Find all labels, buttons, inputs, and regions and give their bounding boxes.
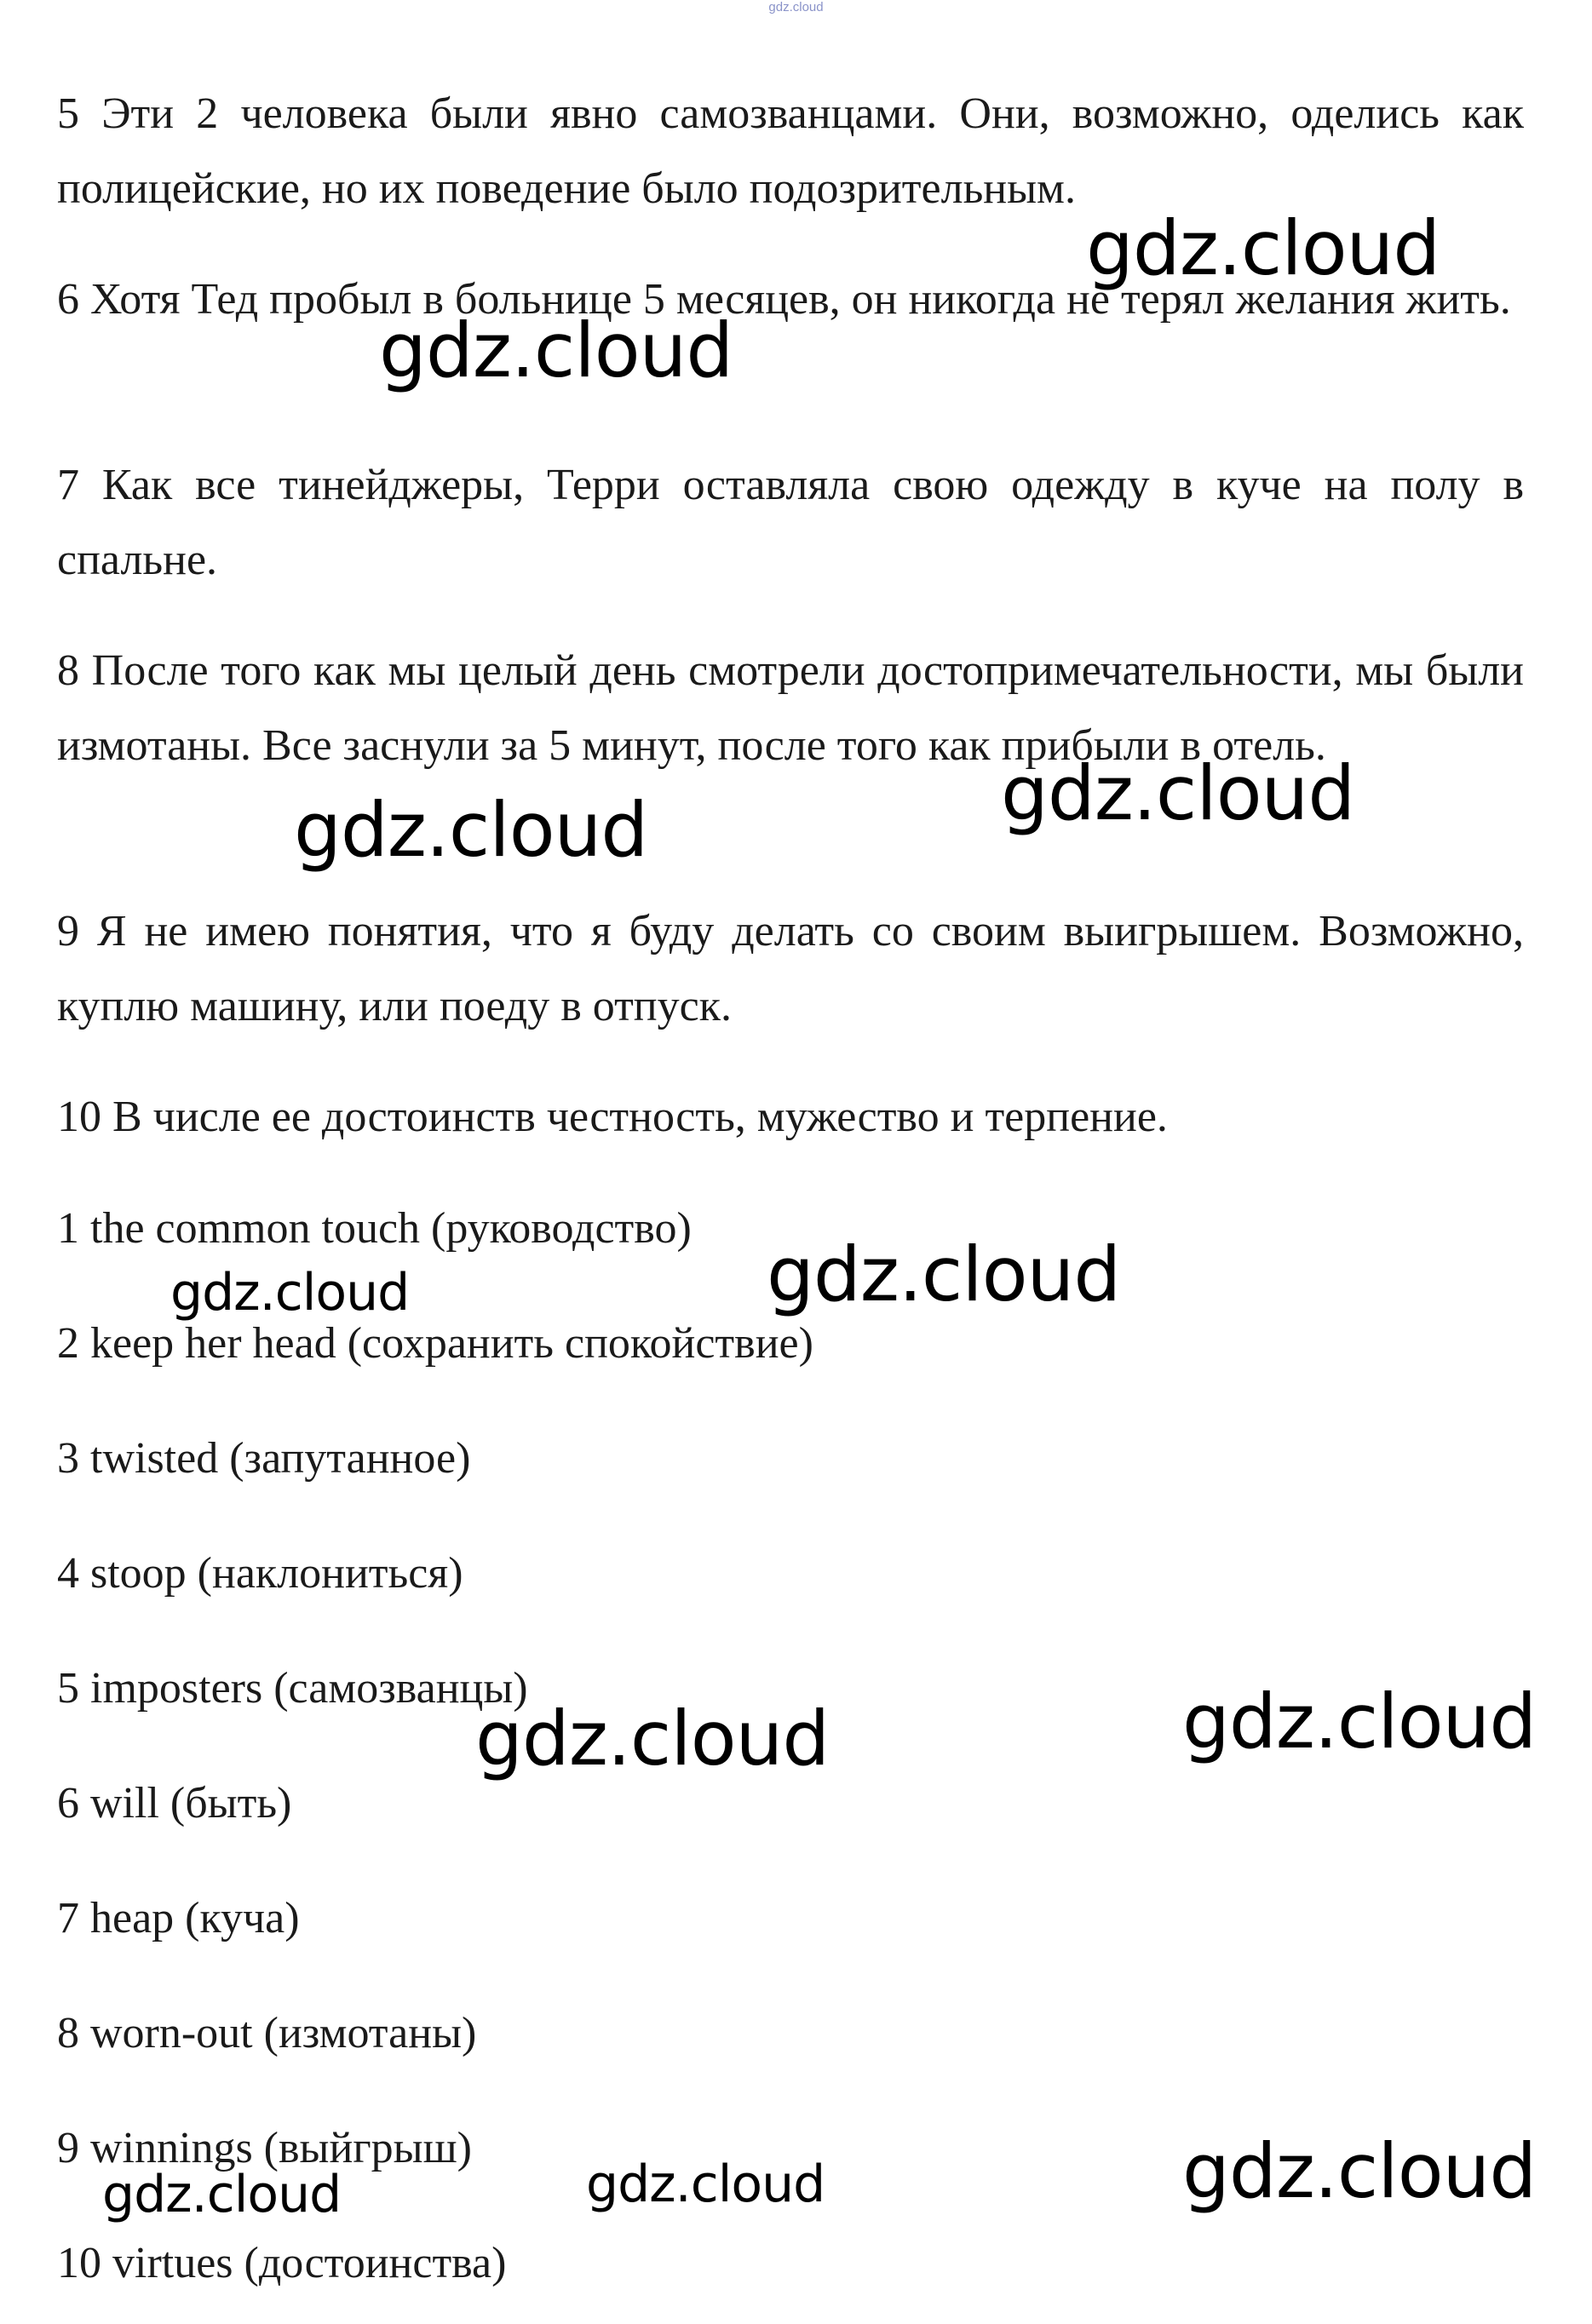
translation-item: 6 Хотя Тед пробыл в больнице 5 месяцев, он никогда не терял желания жить. xyxy=(57,275,1511,324)
watermark: gdz.cloud xyxy=(379,307,733,394)
vocabulary-item: 1 the common touch (руководство) xyxy=(57,1204,692,1253)
vocabulary-item: 10 virtues (достоинства) xyxy=(57,2239,507,2287)
vocabulary-item: 3 twisted (запутанное) xyxy=(57,1434,471,1483)
vocabulary-item: 8 worn-out (измотаны) xyxy=(57,2009,477,2057)
vocabulary-item: 5 imposters (самозванцы) xyxy=(57,1664,528,1713)
translation-item: 7 Как все тинейджеры, Терри оставляла свою одежду в куче на полу в спальне. xyxy=(57,461,1524,584)
watermark: gdz.cloud xyxy=(1001,749,1355,837)
watermark: gdz.cloud xyxy=(475,1695,830,1782)
vocabulary-item: 4 stoop (наклониться) xyxy=(57,1549,463,1598)
watermark: gdz.cloud xyxy=(586,2155,825,2214)
vocabulary-item: 6 will (быть) xyxy=(57,1779,292,1828)
translation-item: 8 После того как мы целый день смотрели достопримечательности, мы были измотаны. Все заснули за 5 минут, после того как прибыли в отель. xyxy=(57,646,1524,770)
vocabulary-item: 9 winnings (выйгрыш) xyxy=(57,2124,472,2172)
translation-item: 9 Я не имею понятия, что я буду делать со своим выигрышем. Возможно, куплю машину, или поеду в отпуск. xyxy=(57,907,1524,1030)
watermark: gdz.cloud xyxy=(1182,1678,1537,1765)
vocabulary-item: 7 heap (куча) xyxy=(57,1894,300,1942)
watermark: gdz.cloud xyxy=(1182,2127,1537,2215)
translation-item: 10 В числе ее достоинств честность, мужество и терпение. xyxy=(57,1093,1168,1141)
watermark: gdz.cloud xyxy=(767,1231,1121,1318)
vocabulary-item: 2 keep her head (сохранить спокойствие) xyxy=(57,1319,813,1368)
translation-item: 5 Эти 2 человека были явно самозванцами. Они, возможно, оделись как полицейские, но их поведение было подозрительным. xyxy=(57,89,1524,213)
watermark: gdz.cloud xyxy=(102,2165,342,2224)
site-mark: gdz.cloud xyxy=(768,0,824,14)
watermark: gdz.cloud xyxy=(1086,204,1440,292)
watermark: gdz.cloud xyxy=(294,786,648,874)
watermark: gdz.cloud xyxy=(170,1263,410,1323)
